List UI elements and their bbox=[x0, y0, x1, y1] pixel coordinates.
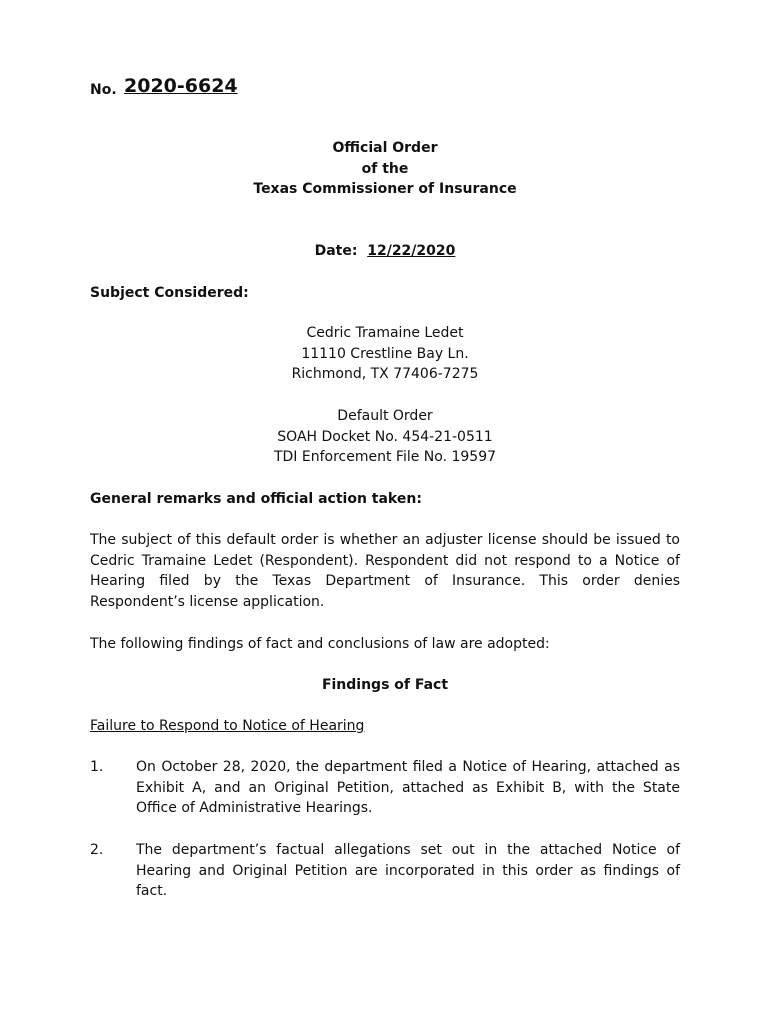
order-number-value: 2020-6624 bbox=[124, 75, 238, 97]
findings-heading: Findings of Fact bbox=[321, 677, 449, 693]
finding-number: 2. bbox=[90, 842, 104, 858]
title-line-2: of the bbox=[361, 160, 409, 177]
address-line-name: Cedric Tramaine Ledet bbox=[306, 325, 464, 341]
intro-paragraph: The subject of this default order is whether an adjuster license should be issued to Cedric Tramaine Ledet (Respondent). Respondent did not respond to a Notice of Hearing filed by the Texas Department of Insurance. This order denies Respondent’s license application. bbox=[90, 532, 680, 610]
title-line-3: Texas Commissioner of Insurance bbox=[253, 181, 517, 197]
address-line-city: Richmond, TX 77406-7275 bbox=[291, 366, 479, 382]
case-tdi-file: TDI Enforcement File No. 19597 bbox=[273, 449, 497, 465]
date-label: Date: bbox=[314, 243, 358, 259]
document-title bbox=[0, 138, 770, 200]
remarks-heading: General remarks and official action taken: bbox=[90, 491, 422, 507]
case-info bbox=[0, 406, 770, 468]
subject-heading: Subject Considered: bbox=[90, 285, 249, 301]
section-subheading: Failure to Respond to Notice of Hearing bbox=[90, 718, 365, 734]
date-value: 12/22/2020 bbox=[367, 243, 456, 259]
adopted-statement: The following findings of fact and conclusions of law are adopted: bbox=[90, 636, 550, 652]
title-line-1: Official Order bbox=[332, 140, 438, 156]
case-order-type: Default Order bbox=[337, 408, 433, 424]
order-date bbox=[0, 241, 770, 262]
order-number-label: No. bbox=[90, 82, 117, 98]
finding-number: 1. bbox=[90, 759, 104, 775]
finding-text: On October 28, 2020, the department filed a Notice of Hearing, attached as Exhibit A, and an Original Petition, attached as Exhibit B, with the State Office of Administrative Hearings. bbox=[136, 759, 680, 816]
address-line-street: 11110 Crestline Bay Ln. bbox=[301, 345, 469, 362]
finding-text: The department’s factual allegations set out in the attached Notice of Hearing and Original Petition are incorporated in this order as findings of fact. bbox=[136, 842, 680, 899]
case-soah-docket: SOAH Docket No. 454-21-0511 bbox=[277, 428, 493, 445]
subject-address bbox=[0, 323, 770, 385]
